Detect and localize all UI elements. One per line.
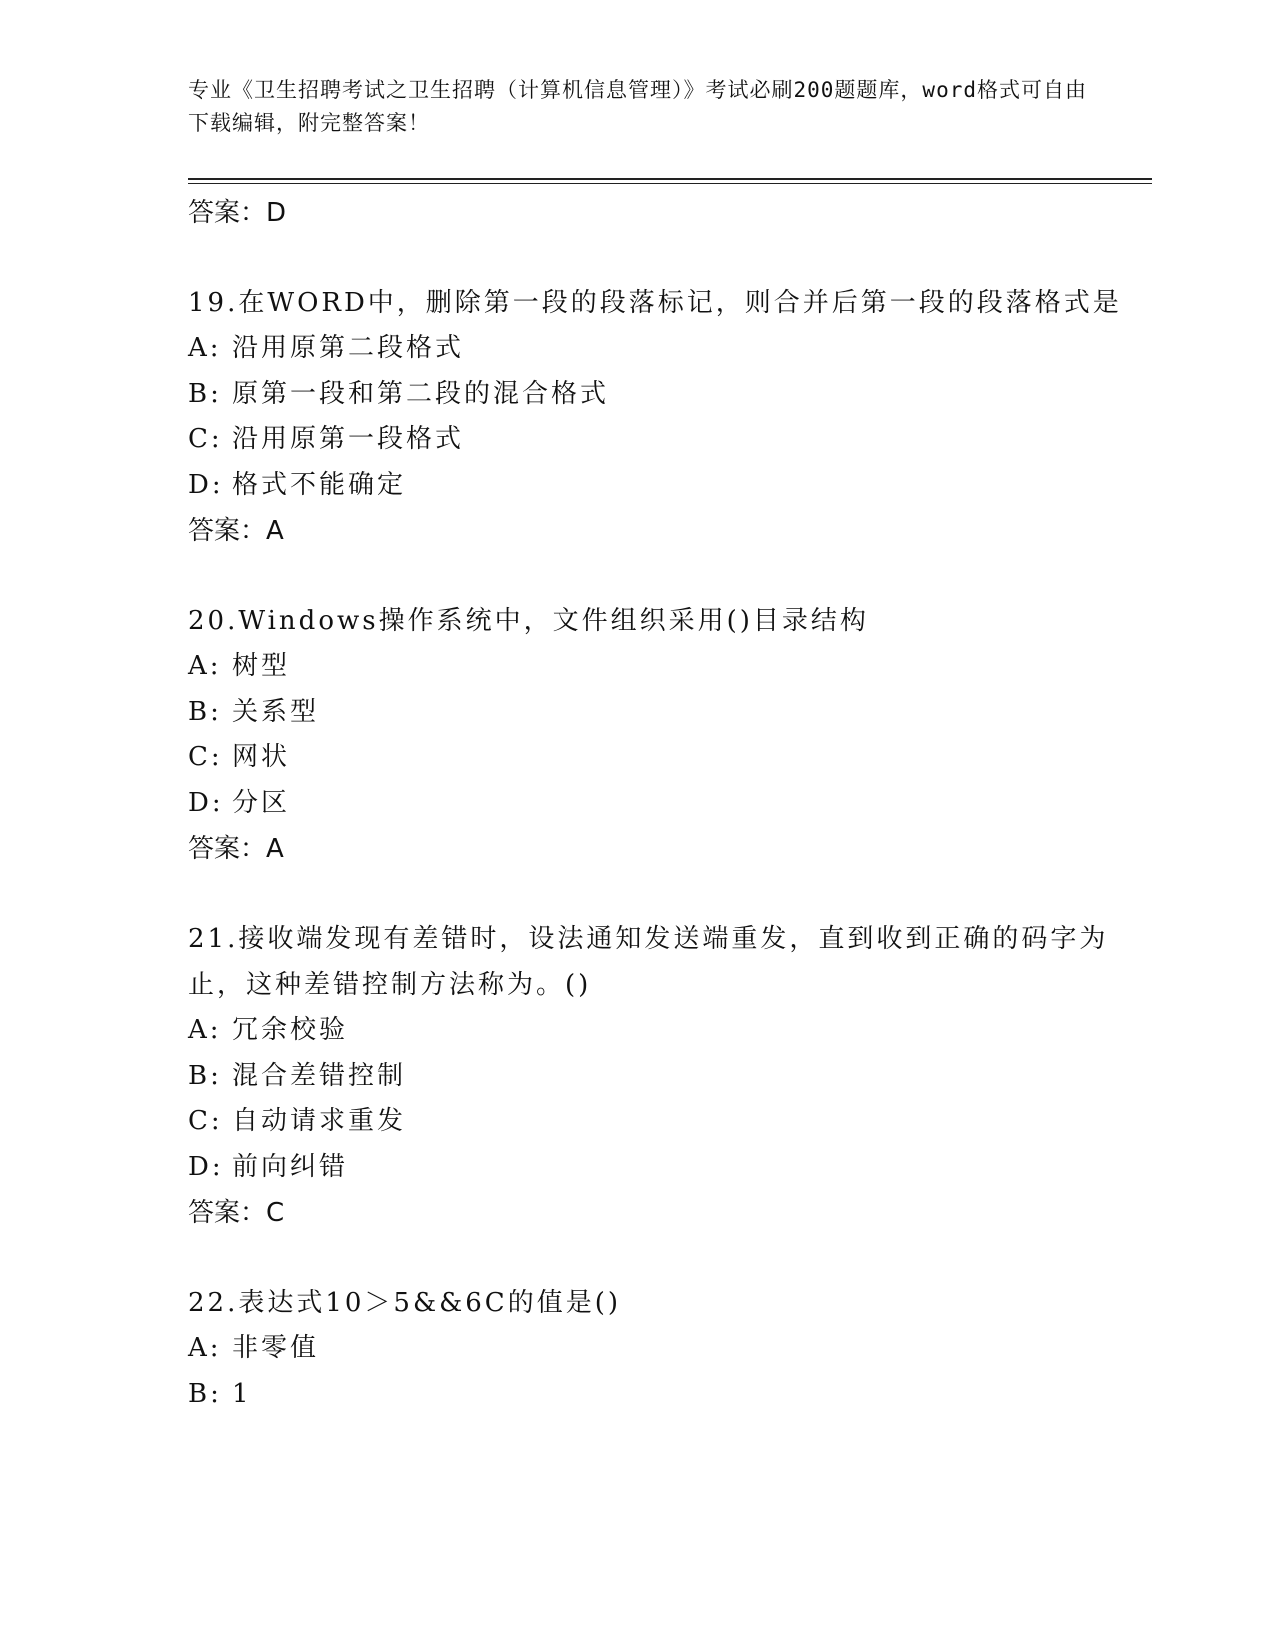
document-header: 专业《卫生招聘考试之卫生招聘（计算机信息管理）》考试必刷200题题库，word格式可自由下载编辑，附完整答案！ bbox=[188, 78, 1087, 135]
option-text: 树型 bbox=[232, 651, 291, 681]
option-text: 冗余校验 bbox=[232, 1015, 349, 1045]
option-c bbox=[188, 735, 1128, 781]
option-text: 1 bbox=[232, 1378, 252, 1409]
answer-line: 答案：C bbox=[188, 1198, 285, 1228]
option-letter: D: bbox=[188, 469, 224, 500]
option-a bbox=[188, 644, 1128, 690]
answer-line: 答案：D bbox=[188, 198, 287, 228]
option-letter: B: bbox=[188, 378, 222, 409]
option-b bbox=[188, 372, 1128, 418]
option-letter: A: bbox=[188, 1333, 222, 1363]
question-19 bbox=[188, 280, 1128, 554]
question-text: 21.接收端发现有差错时，设法通知发送端重发，直到收到正确的码字为止，这种差错控制方法称为。() bbox=[188, 924, 1109, 1000]
option-d bbox=[188, 781, 1128, 827]
option-letter: B: bbox=[188, 1378, 222, 1409]
option-a bbox=[188, 326, 1128, 372]
option-b bbox=[188, 1372, 1128, 1418]
question-text: 22.表达式10＞5&&6C的值是() bbox=[188, 1288, 621, 1318]
option-text: 沿用原第二段格式 bbox=[232, 333, 465, 363]
question-21 bbox=[188, 916, 1128, 1236]
question-20 bbox=[188, 598, 1128, 872]
option-text: 前向纠错 bbox=[232, 1151, 349, 1182]
option-letter: D: bbox=[188, 787, 224, 818]
option-text: 非零值 bbox=[232, 1333, 320, 1363]
option-text: 沿用原第一段格式 bbox=[232, 424, 465, 454]
answer-line: 答案：A bbox=[188, 834, 284, 864]
option-text: 格式不能确定 bbox=[232, 469, 407, 500]
option-text: 混合差错控制 bbox=[232, 1060, 407, 1091]
option-letter: D: bbox=[188, 1151, 224, 1182]
option-letter: A: bbox=[188, 651, 222, 681]
option-d bbox=[188, 1145, 1128, 1191]
option-letter: B: bbox=[188, 696, 222, 727]
question-text: 20.Windows操作系统中，文件组织采用()目录结构 bbox=[188, 606, 869, 636]
option-letter: B: bbox=[188, 1060, 222, 1091]
option-a bbox=[188, 1008, 1128, 1054]
option-letter: C: bbox=[188, 742, 223, 772]
question-22 bbox=[188, 1280, 1128, 1417]
option-c bbox=[188, 1099, 1128, 1145]
header-rule-thick bbox=[188, 178, 1152, 180]
answer-line: 答案：A bbox=[188, 516, 284, 546]
option-c bbox=[188, 417, 1128, 463]
option-letter: C: bbox=[188, 1106, 223, 1136]
option-text: 自动请求重发 bbox=[232, 1106, 407, 1136]
option-a bbox=[188, 1326, 1128, 1372]
question-text: 19.在WORD中，删除第一段的段落标记，则合并后第一段的段落格式是 bbox=[188, 288, 1122, 318]
option-letter: A: bbox=[188, 333, 222, 363]
option-text: 原第一段和第二段的混合格式 bbox=[232, 378, 610, 409]
option-b bbox=[188, 690, 1128, 736]
header-rule-thin bbox=[188, 183, 1152, 184]
option-d bbox=[188, 463, 1128, 509]
option-text: 分区 bbox=[232, 787, 291, 818]
option-text: 关系型 bbox=[232, 696, 320, 727]
question-list bbox=[188, 190, 1128, 1461]
option-letter: A: bbox=[188, 1015, 222, 1045]
option-b bbox=[188, 1054, 1128, 1100]
option-text: 网状 bbox=[232, 742, 291, 772]
option-letter: C: bbox=[188, 424, 223, 454]
